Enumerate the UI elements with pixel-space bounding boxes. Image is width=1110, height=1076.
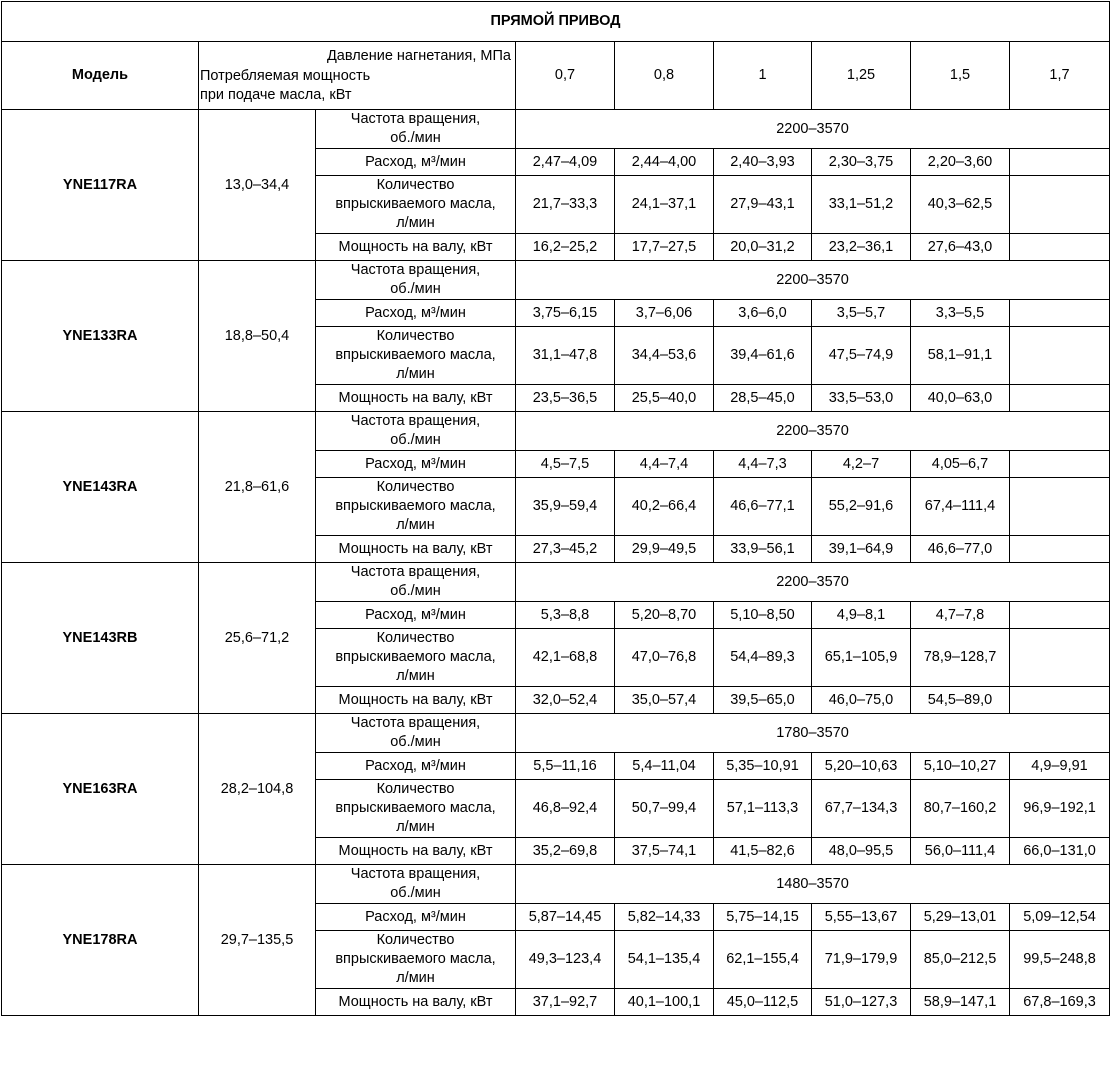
shaft-power-value-cell: 46,0–75,0 xyxy=(812,687,911,714)
shaft-power-value-cell: 48,0–95,5 xyxy=(812,838,911,865)
oil-value-cell: 50,7–99,4 xyxy=(615,780,714,838)
flow-value-cell: 2,30–3,75 xyxy=(812,149,911,176)
shaft-power-value-cell: 27,6–43,0 xyxy=(911,234,1010,261)
model-name-cell: YNE163RA xyxy=(2,714,199,865)
oil-value-cell: 57,1–113,3 xyxy=(714,780,812,838)
oil-value-cell: 80,7–160,2 xyxy=(911,780,1010,838)
oil-label-cell: Количество впрыскиваемого масла, л/мин xyxy=(316,327,516,385)
speed-value-cell: 2200–3570 xyxy=(516,261,1110,300)
shaft-power-value-cell: 33,5–53,0 xyxy=(812,385,911,412)
pressure-header-cell: 1,25 xyxy=(812,42,911,110)
flow-value-cell: 2,44–4,00 xyxy=(615,149,714,176)
flow-value-cell: 5,75–14,15 xyxy=(714,904,812,931)
model-name-cell: YNE117RA xyxy=(2,110,199,261)
flow-value-cell: 5,4–11,04 xyxy=(615,753,714,780)
shaft-power-label-cell: Мощность на валу, кВт xyxy=(316,536,516,563)
shaft-power-value-cell: 39,1–64,9 xyxy=(812,536,911,563)
shaft-power-value-cell xyxy=(1010,385,1110,412)
flow-value-cell xyxy=(1010,451,1110,478)
shaft-power-value-cell: 51,0–127,3 xyxy=(812,989,911,1016)
pressure-header-cell: 0,8 xyxy=(615,42,714,110)
flow-value-cell: 5,87–14,45 xyxy=(516,904,615,931)
oil-value-cell xyxy=(1010,629,1110,687)
oil-value-cell: 27,9–43,1 xyxy=(714,176,812,234)
shaft-power-value-cell xyxy=(1010,687,1110,714)
oil-value-cell: 99,5–248,8 xyxy=(1010,931,1110,989)
flow-value-cell: 3,6–6,0 xyxy=(714,300,812,327)
flow-value-cell: 4,9–9,91 xyxy=(1010,753,1110,780)
shaft-power-value-cell: 56,0–111,4 xyxy=(911,838,1010,865)
flow-value-cell: 4,4–7,4 xyxy=(615,451,714,478)
shaft-power-value-cell: 37,1–92,7 xyxy=(516,989,615,1016)
consumption-cell: 13,0–34,4 xyxy=(199,110,316,261)
pressure-header-label: Давление нагнетания, МПа xyxy=(326,48,511,64)
oil-value-cell: 71,9–179,9 xyxy=(812,931,911,989)
flow-value-cell: 5,10–8,50 xyxy=(714,602,812,629)
table-row xyxy=(2,865,1110,904)
shaft-power-value-cell: 35,2–69,8 xyxy=(516,838,615,865)
shaft-power-value-cell: 66,0–131,0 xyxy=(1010,838,1110,865)
speed-label-cell: Частота вращения, об./мин xyxy=(316,412,516,451)
shaft-power-value-cell: 23,5–36,5 xyxy=(516,385,615,412)
speed-value-cell: 1780–3570 xyxy=(516,714,1110,753)
flow-value-cell: 2,20–3,60 xyxy=(911,149,1010,176)
flow-value-cell: 4,2–7 xyxy=(812,451,911,478)
model-name-cell: YNE143RB xyxy=(2,563,199,714)
flow-value-cell: 5,3–8,8 xyxy=(516,602,615,629)
oil-value-cell: 24,1–37,1 xyxy=(615,176,714,234)
speed-value-cell: 2200–3570 xyxy=(516,412,1110,451)
shaft-power-value-cell: 29,9–49,5 xyxy=(615,536,714,563)
shaft-power-value-cell: 33,9–56,1 xyxy=(714,536,812,563)
oil-value-cell: 67,7–134,3 xyxy=(812,780,911,838)
model-name-cell: YNE178RA xyxy=(2,865,199,1016)
speed-label-cell: Частота вращения, об./мин xyxy=(316,110,516,149)
flow-value-cell: 5,20–8,70 xyxy=(615,602,714,629)
oil-value-cell xyxy=(1010,176,1110,234)
oil-value-cell: 85,0–212,5 xyxy=(911,931,1010,989)
oil-value-cell: 55,2–91,6 xyxy=(812,478,911,536)
shaft-power-value-cell: 27,3–45,2 xyxy=(516,536,615,563)
oil-value-cell: 67,4–111,4 xyxy=(911,478,1010,536)
oil-value-cell: 31,1–47,8 xyxy=(516,327,615,385)
model-name-cell: YNE143RA xyxy=(2,412,199,563)
flow-value-cell: 5,09–12,54 xyxy=(1010,904,1110,931)
consumption-cell: 21,8–61,6 xyxy=(199,412,316,563)
flow-value-cell: 5,55–13,67 xyxy=(812,904,911,931)
table-title: ПРЯМОЙ ПРИВОД xyxy=(2,2,1110,42)
speed-label-cell: Частота вращения, об./мин xyxy=(316,261,516,300)
flow-value-cell: 5,10–10,27 xyxy=(911,753,1010,780)
oil-value-cell: 78,9–128,7 xyxy=(911,629,1010,687)
parameter-column-header xyxy=(199,42,516,110)
flow-value-cell xyxy=(1010,149,1110,176)
speed-label-cell: Частота вращения, об./мин xyxy=(316,865,516,904)
oil-value-cell: 42,1–68,8 xyxy=(516,629,615,687)
consumption-cell: 28,2–104,8 xyxy=(199,714,316,865)
shaft-power-label-cell: Мощность на валу, кВт xyxy=(316,989,516,1016)
flow-label-cell: Расход, м³/мин xyxy=(316,904,516,931)
flow-value-cell: 4,9–8,1 xyxy=(812,602,911,629)
flow-value-cell: 5,20–10,63 xyxy=(812,753,911,780)
speed-value-cell: 2200–3570 xyxy=(516,110,1110,149)
flow-value-cell: 2,40–3,93 xyxy=(714,149,812,176)
consumption-header-label: Потребляемая мощность при подаче масла, кВт xyxy=(200,68,371,103)
oil-value-cell xyxy=(1010,478,1110,536)
model-column-header: Модель xyxy=(2,42,199,110)
consumption-cell: 25,6–71,2 xyxy=(199,563,316,714)
oil-value-cell: 54,1–135,4 xyxy=(615,931,714,989)
consumption-cell: 29,7–135,5 xyxy=(199,865,316,1016)
shaft-power-value-cell: 17,7–27,5 xyxy=(615,234,714,261)
flow-value-cell xyxy=(1010,602,1110,629)
oil-value-cell: 34,4–53,6 xyxy=(615,327,714,385)
oil-value-cell: 46,6–77,1 xyxy=(714,478,812,536)
flow-value-cell: 3,75–6,15 xyxy=(516,300,615,327)
oil-label-cell: Количество впрыскиваемого масла, л/мин xyxy=(316,931,516,989)
oil-value-cell: 62,1–155,4 xyxy=(714,931,812,989)
flow-value-cell: 3,5–5,7 xyxy=(812,300,911,327)
oil-label-cell: Количество впрыскиваемого масла, л/мин xyxy=(316,629,516,687)
shaft-power-label-cell: Мощность на валу, кВт xyxy=(316,838,516,865)
speed-label-cell: Частота вращения, об./мин xyxy=(316,714,516,753)
shaft-power-value-cell: 40,0–63,0 xyxy=(911,385,1010,412)
shaft-power-value-cell: 46,6–77,0 xyxy=(911,536,1010,563)
oil-value-cell xyxy=(1010,327,1110,385)
oil-label-cell: Количество впрыскиваемого масла, л/мин xyxy=(316,176,516,234)
speed-value-cell: 2200–3570 xyxy=(516,563,1110,602)
oil-value-cell: 49,3–123,4 xyxy=(516,931,615,989)
speed-label-cell: Частота вращения, об./мин xyxy=(316,563,516,602)
shaft-power-value-cell: 35,0–57,4 xyxy=(615,687,714,714)
flow-value-cell: 5,82–14,33 xyxy=(615,904,714,931)
shaft-power-value-cell: 39,5–65,0 xyxy=(714,687,812,714)
flow-label-cell: Расход, м³/мин xyxy=(316,753,516,780)
oil-value-cell: 46,8–92,4 xyxy=(516,780,615,838)
consumption-cell: 18,8–50,4 xyxy=(199,261,316,412)
pressure-header-cell: 1,7 xyxy=(1010,42,1110,110)
oil-value-cell: 40,2–66,4 xyxy=(615,478,714,536)
flow-value-cell: 4,5–7,5 xyxy=(516,451,615,478)
shaft-power-value-cell xyxy=(1010,536,1110,563)
flow-value-cell: 5,29–13,01 xyxy=(911,904,1010,931)
table-row xyxy=(2,563,1110,602)
flow-value-cell xyxy=(1010,300,1110,327)
oil-value-cell: 39,4–61,6 xyxy=(714,327,812,385)
shaft-power-value-cell: 41,5–82,6 xyxy=(714,838,812,865)
oil-label-cell: Количество впрыскиваемого масла, л/мин xyxy=(316,780,516,838)
flow-label-cell: Расход, м³/мин xyxy=(316,300,516,327)
shaft-power-value-cell: 32,0–52,4 xyxy=(516,687,615,714)
shaft-power-value-cell: 40,1–100,1 xyxy=(615,989,714,1016)
speed-value-cell: 1480–3570 xyxy=(516,865,1110,904)
oil-value-cell: 54,4–89,3 xyxy=(714,629,812,687)
oil-value-cell: 47,5–74,9 xyxy=(812,327,911,385)
flow-label-cell: Расход, м³/мин xyxy=(316,451,516,478)
table-row xyxy=(2,412,1110,451)
shaft-power-value-cell: 20,0–31,2 xyxy=(714,234,812,261)
oil-value-cell: 65,1–105,9 xyxy=(812,629,911,687)
shaft-power-value-cell: 45,0–112,5 xyxy=(714,989,812,1016)
flow-value-cell: 3,3–5,5 xyxy=(911,300,1010,327)
shaft-power-label-cell: Мощность на валу, кВт xyxy=(316,385,516,412)
shaft-power-label-cell: Мощность на валу, кВт xyxy=(316,687,516,714)
flow-value-cell: 3,7–6,06 xyxy=(615,300,714,327)
shaft-power-value-cell: 28,5–45,0 xyxy=(714,385,812,412)
model-name-cell: YNE133RA xyxy=(2,261,199,412)
flow-label-cell: Расход, м³/мин xyxy=(316,602,516,629)
table-row xyxy=(2,261,1110,300)
oil-value-cell: 33,1–51,2 xyxy=(812,176,911,234)
flow-value-cell: 4,7–7,8 xyxy=(911,602,1010,629)
flow-value-cell: 4,4–7,3 xyxy=(714,451,812,478)
shaft-power-value-cell: 37,5–74,1 xyxy=(615,838,714,865)
flow-value-cell: 5,5–11,16 xyxy=(516,753,615,780)
flow-value-cell: 4,05–6,7 xyxy=(911,451,1010,478)
oil-value-cell: 21,7–33,3 xyxy=(516,176,615,234)
oil-value-cell: 58,1–91,1 xyxy=(911,327,1010,385)
shaft-power-value-cell: 23,2–36,1 xyxy=(812,234,911,261)
pressure-header-cell: 0,7 xyxy=(516,42,615,110)
shaft-power-label-cell: Мощность на валу, кВт xyxy=(316,234,516,261)
shaft-power-value-cell: 67,8–169,3 xyxy=(1010,989,1110,1016)
spec-table xyxy=(1,1,1110,1016)
pressure-header-cell: 1 xyxy=(714,42,812,110)
flow-value-cell: 2,47–4,09 xyxy=(516,149,615,176)
oil-value-cell: 35,9–59,4 xyxy=(516,478,615,536)
shaft-power-value-cell: 16,2–25,2 xyxy=(516,234,615,261)
table-row xyxy=(2,714,1110,753)
pressure-header-cell: 1,5 xyxy=(911,42,1010,110)
shaft-power-value-cell: 54,5–89,0 xyxy=(911,687,1010,714)
shaft-power-value-cell xyxy=(1010,234,1110,261)
oil-value-cell: 96,9–192,1 xyxy=(1010,780,1110,838)
flow-value-cell: 5,35–10,91 xyxy=(714,753,812,780)
oil-value-cell: 40,3–62,5 xyxy=(911,176,1010,234)
flow-label-cell: Расход, м³/мин xyxy=(316,149,516,176)
oil-label-cell: Количество впрыскиваемого масла, л/мин xyxy=(316,478,516,536)
table-row xyxy=(2,110,1110,149)
oil-value-cell: 47,0–76,8 xyxy=(615,629,714,687)
shaft-power-value-cell: 25,5–40,0 xyxy=(615,385,714,412)
shaft-power-value-cell: 58,9–147,1 xyxy=(911,989,1010,1016)
